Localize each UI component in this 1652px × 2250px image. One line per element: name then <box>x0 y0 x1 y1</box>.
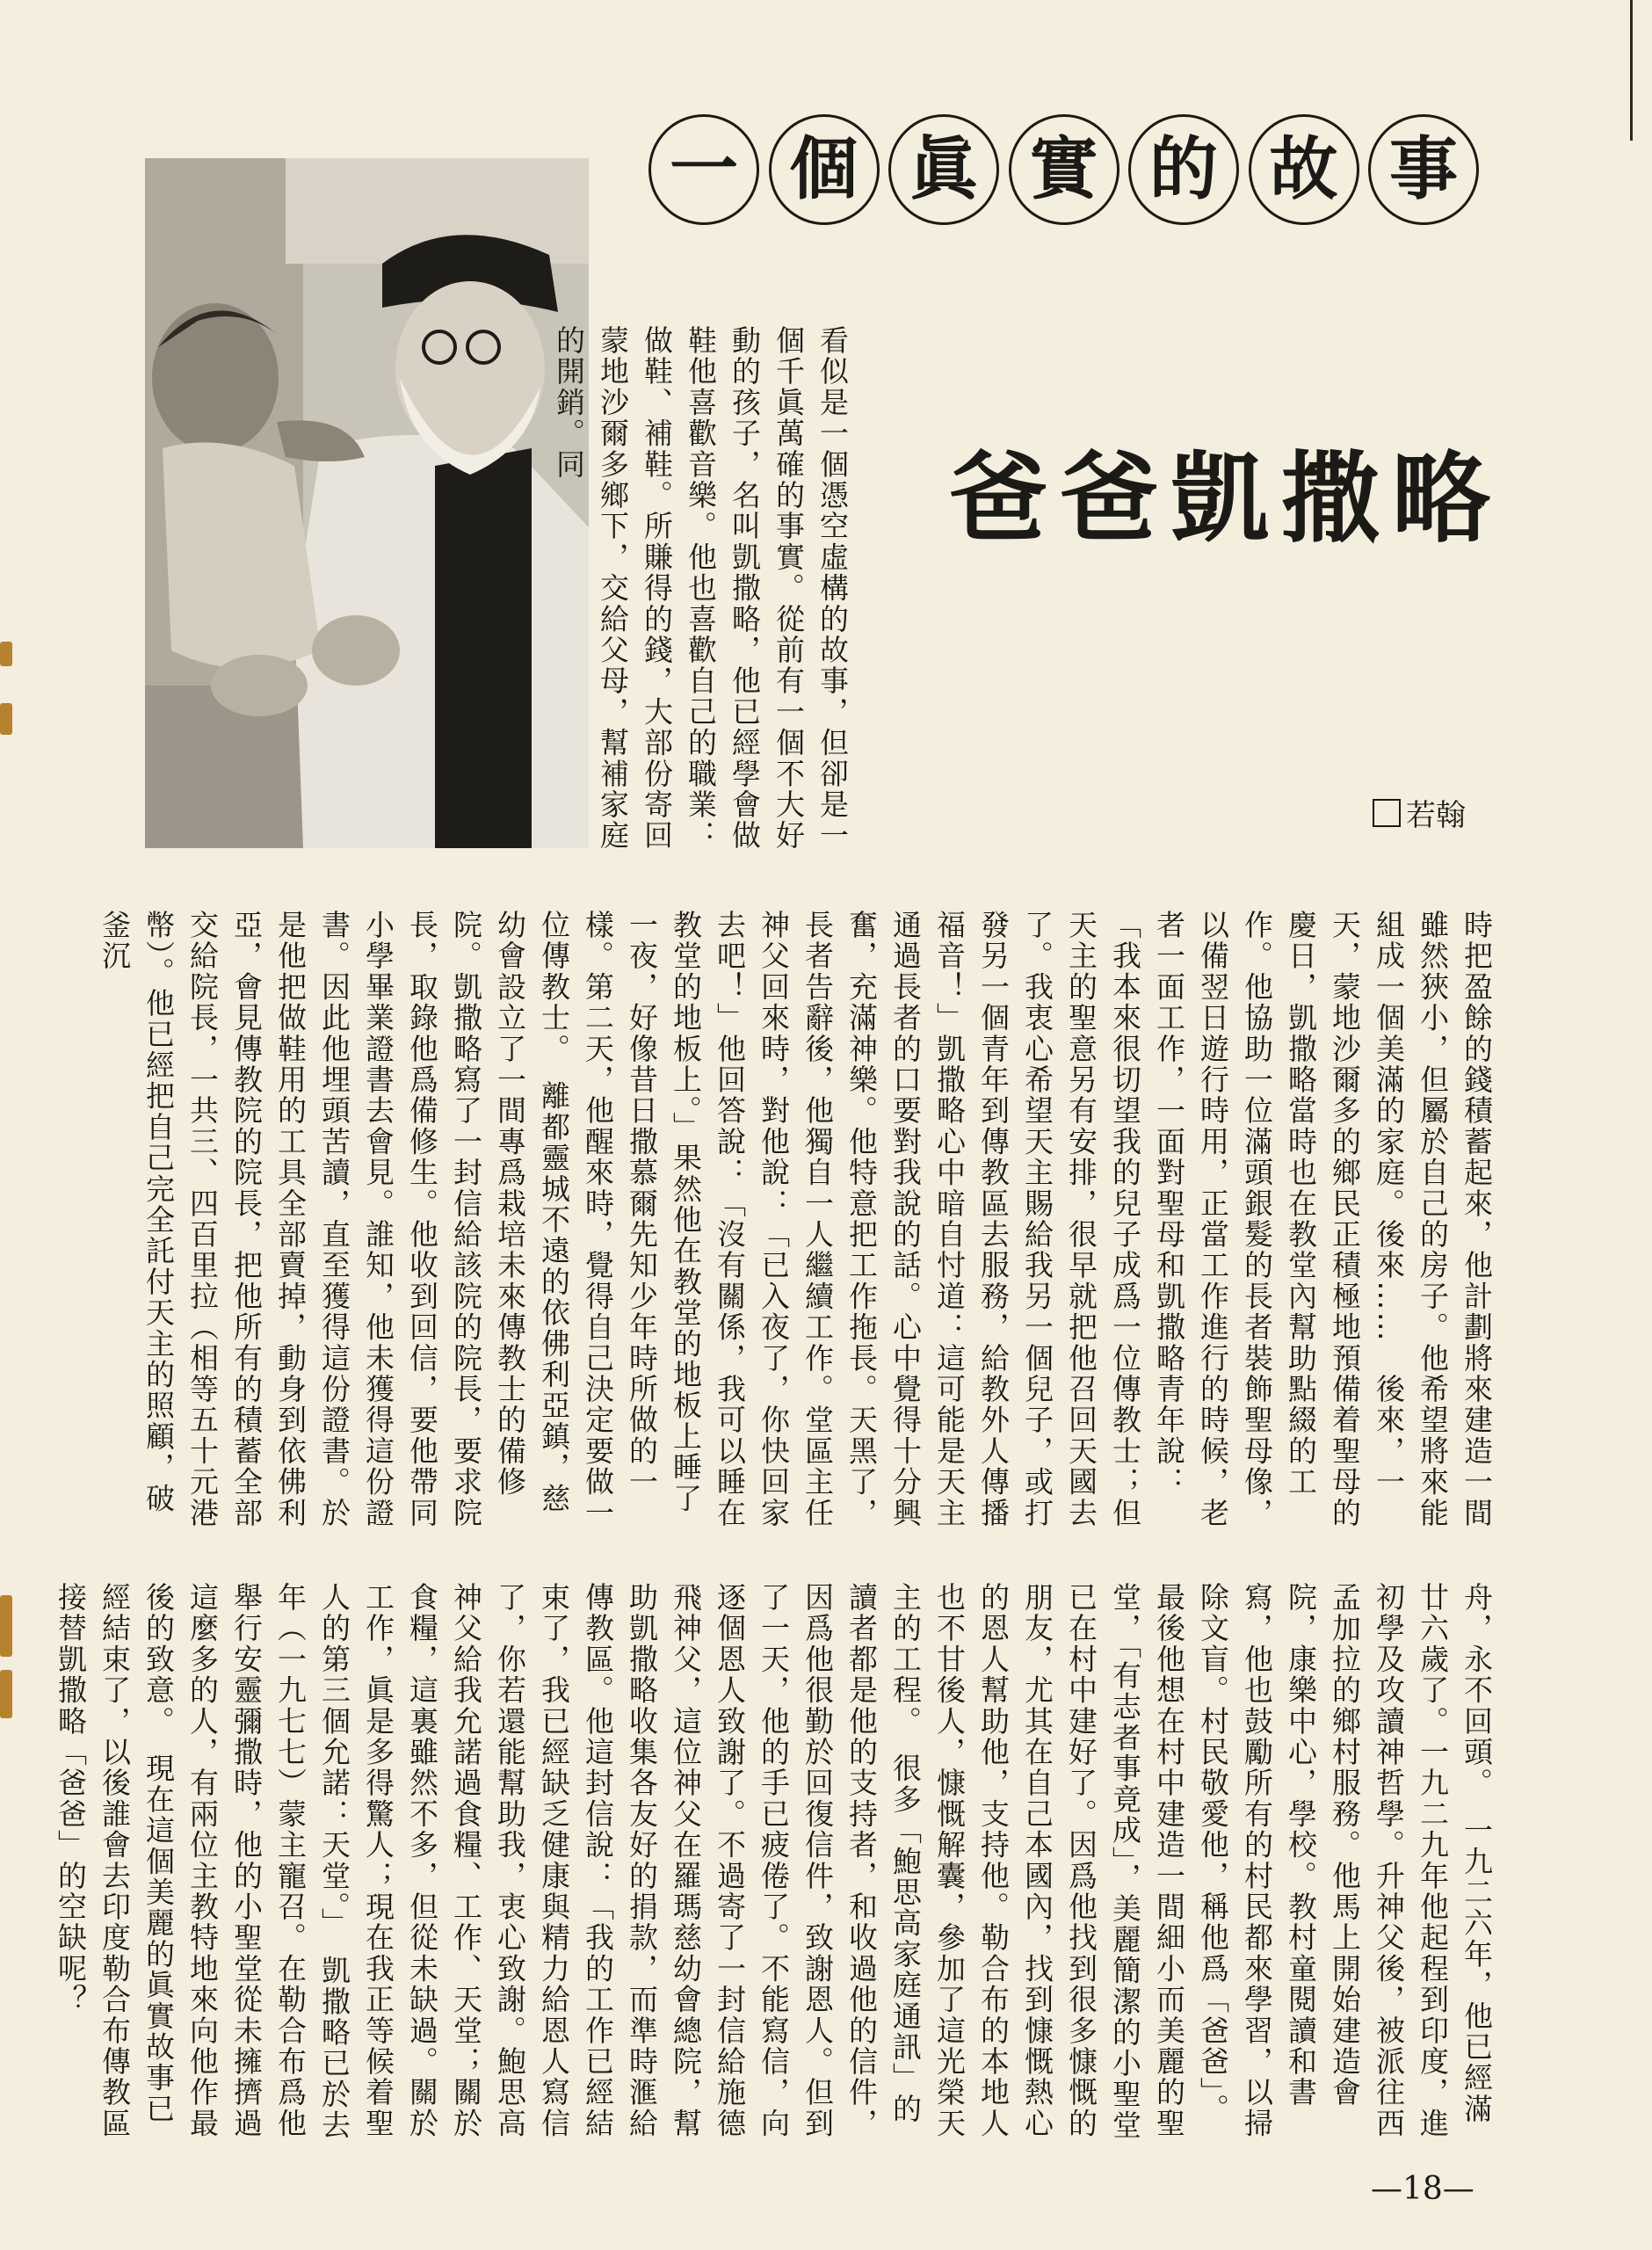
binding-mark <box>0 1670 12 1718</box>
photo-old-man-with-child <box>145 158 589 848</box>
byline <box>1373 791 1466 834</box>
intro-paragraph: 看似是一個憑空虛構的故事，但卻是一個千眞萬確的事實。從前有一個不大好動的孩子，名叫凱撒略，他已經學會做鞋他喜歡音樂。他也喜歡自己的職業：做鞋、補鞋。所賺得的錢，大部份寄回蒙地沙爾多鄉下，交給父母，幫補家庭的開銷。同 <box>552 325 850 852</box>
page-number: —18— <box>1371 2171 1474 2207</box>
title-char: 故 <box>1249 114 1359 225</box>
title-char: 實 <box>1009 114 1119 225</box>
page-edge-line <box>1630 0 1633 141</box>
title-char: 個 <box>769 114 880 225</box>
article-title <box>648 114 1479 255</box>
body-text-block-upper <box>92 910 1498 1542</box>
body-text-block-lower <box>48 1582 1498 2153</box>
byline-box-icon <box>1373 799 1401 827</box>
body-paragraph: 舟，永不回頭。 一九二六年，他已經滿廿六歲了。一九二九年他起程到印度，進初學及攻讀神哲學。升神父後，被派往西孟加拉的鄉村服務。他馬上開始建造會院，康樂中心，學校。教村童閱讀和書寫，他也鼓勵所有的村民都來學習，以掃除文盲。村民敬愛他，稱他爲「爸爸」。最後他想在村中建造一間細小而美麗的聖堂，「有志者事竟成」，美麗簡潔的小聖堂已在村中建好了。因爲他找到很多慷慨的朋友，尤其在自己本國內，找到慷慨熱心的恩人幫助他，支持他。勒合布的本地人也不甘後人，慷慨解囊，參加了這光榮天主的工程。 很多「鮑思高家庭通訊」的讀者都是他的支持者，和收過他的信件，因爲他很勤於回復信件，致謝恩人。但到了一天，他的手已疲倦了。不能寫信，向逐個恩人致謝了。不過寄了一封信給施德飛神父，這位神父在羅瑪慈幼會總院，幫助凱撒略收集各友好的捐款，而準時滙給傳教區。他這封信說：「我的工作已經結束了，我已經缺乏健康與精力給恩人寫信了，你若還能幫助我，衷心致謝。鮑思高神父給我允諾過食糧、工作、天堂；關於食糧，這裏雖然不多，但從未缺過。關於工作，眞是多得驚人；現在我正等候着聖人的第三個允諾：天堂。」 凱撒略已於去年（一九七七）蒙主寵召。在勒合布爲他舉行安靈彌撒時，他的小聖堂從未擁擠過這麼多的人，有兩位主教特地來向他作最後的致意。 現在這個美麗的眞實故事已經結束了，以後誰會去印度勒合布傳教區接替凱撒略「爸爸」的空缺呢？ <box>54 1582 1494 2141</box>
author-name: 若翰 <box>1406 798 1466 833</box>
body-paragraph: 時把盈餘的錢積蓄起來，他計劃將來建造一間雖然狹小，但屬於自己的房子。他希望將來能組成一個美滿的家庭。後來…… 後來，一天，蒙地沙爾多的鄉民正積極地預備着聖母的慶日，凱撒略當時也在教堂內幫助點綴的工作。他協助一位滿頭銀髮的長者裝飾聖母像，以備翌日遊行時用，正當工作進行的時候，老者一面工作，一面對聖母和凱撒略青年說：「我本來很切望我的兒子成爲一位傳教士；但天主的聖意另有安排，很早就把他召回天國去了。我衷心希望天主賜給我另一個兒子，或打發另一個青年到傳教區去服務，給教外人傳播福音！」凱撒略心中暗自忖道：這可能是天主通過長者的口要對我說的話。心中覺得十分興奮，充滿神樂。他特意把工作拖長。天黑了，長者告辭後，他獨自一人繼續工作。堂區主任神父回來時，對他說：「已入夜了，你快回家去吧！」他回答說：「沒有關係，我可以睡在教堂的地板上。」果然他在教堂的地板上睡了一夜，好像昔日撒慕爾先知少年時所做的一樣。第二天，他醒來時，覺得自己決定要做一位傳教士。 離都靈城不遠的依佛利亞鎮，慈幼會設立了一間專爲栽培未來傳教士的備修院。凱撒略寫了一封信給該院的院長，要求院長，取錄他爲備修生。他收到回信，要他帶同小學畢業證書去會見。誰知，他未獲得這份證書。因此他埋頭苦讀，直至獲得這份證書。於是他把做鞋用的工具全部賣掉，動身到依佛利亞，會見傳教院的院長，把他所有的積蓄全部交給院長，一共三、四百里拉（相等五十元港幣）。他已經把自己完全託付天主的照顧，破釜沉 <box>98 910 1494 1528</box>
title-char: 事 <box>1368 114 1479 225</box>
binding-mark <box>0 642 12 666</box>
title-char: 眞 <box>888 114 999 225</box>
article-subtitle: 爸爸凱撒略 <box>949 441 1503 556</box>
title-char: 一 <box>648 114 759 225</box>
intro-text-block <box>547 325 854 853</box>
binding-mark <box>0 1595 12 1657</box>
title-char: 的 <box>1128 114 1239 225</box>
binding-mark <box>0 703 12 735</box>
